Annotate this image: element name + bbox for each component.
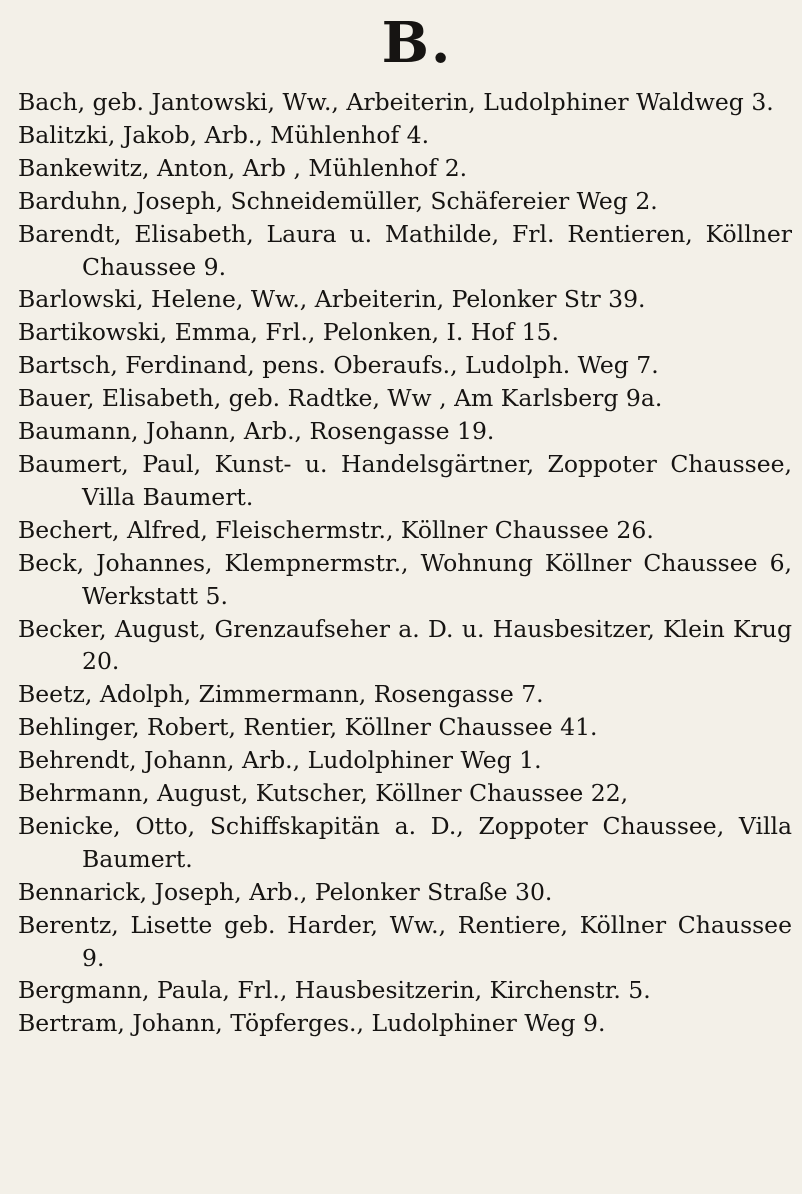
section-letter-heading: B.	[381, 10, 453, 76]
entry: Beetz, Adolph, Zimmermann, Rosengasse 7.	[18, 680, 544, 709]
entry: Baumert, Paul, Kunst- u. Handelsgärtner, Zoppoter Chaussee, Villa Baumert.	[18, 449, 792, 511]
entry-list	[18, 86, 792, 1040]
entry: Bartikowski, Emma, Frl., Pelonken, I. Hof 15.	[18, 318, 559, 347]
entry: Bertram, Johann, Töpferges., Ludolphiner Weg 9.	[18, 1009, 606, 1038]
entry: Bennarick, Joseph, Arb., Pelonker Straße 30.	[18, 877, 553, 906]
entry: Benicke, Otto, Schiffskapitän a. D., Zoppoter Chaussee, Villa Baumert.	[18, 811, 792, 873]
entry: Bauer, Elisabeth, geb. Radtke, Ww , Am Karlsberg 9a.	[18, 384, 663, 413]
entry: Behrendt, Johann, Arb., Ludolphiner Weg 1.	[18, 746, 542, 775]
entry: Behrmann, August, Kutscher, Köllner Chaussee 22,	[18, 779, 629, 808]
entry: Baumann, Johann, Arb., Rosengasse 19.	[18, 417, 495, 446]
entry: Barendt, Elisabeth, Laura u. Mathilde, Frl. Rentieren, Köllner Chaussee 9.	[18, 219, 792, 281]
entry: Becker, August, Grenzaufseher a. D. u. Hausbesitzer, Klein Krug 20.	[18, 614, 792, 676]
entry: Beck, Johannes, Klempnermstr., Wohnung Köllner Chaussee 6, Werkstatt 5.	[18, 548, 792, 610]
entry: Barlowski, Helene, Ww., Arbeiterin, Pelonker Str 39.	[18, 285, 646, 314]
entry: Bartsch, Ferdinand, pens. Oberaufs., Ludolph. Weg 7.	[18, 351, 659, 380]
entry: Bergmann, Paula, Frl., Hausbesitzerin, Kirchenstr. 5.	[18, 976, 651, 1005]
entry: Berentz, Lisette geb. Harder, Ww., Rentiere, Köllner Chaussee 9.	[18, 910, 792, 972]
entry: Balitzki, Jakob, Arb., Mühlenhof 4.	[18, 120, 430, 149]
entry: Bechert, Alfred, Fleischermstr., Köllner Chaussee 26.	[18, 515, 654, 544]
entry: Bankewitz, Anton, Arb , Mühlenhof 2.	[18, 153, 468, 182]
entry: Behlinger, Robert, Rentier, Köllner Chaussee 41.	[18, 713, 598, 742]
entry: Bach, geb. Jantowski, Ww., Arbeiterin, Ludolphiner Waldweg 3.	[18, 88, 774, 116]
entry: Barduhn, Joseph, Schneidemüller, Schäfereier Weg 2.	[18, 186, 658, 215]
